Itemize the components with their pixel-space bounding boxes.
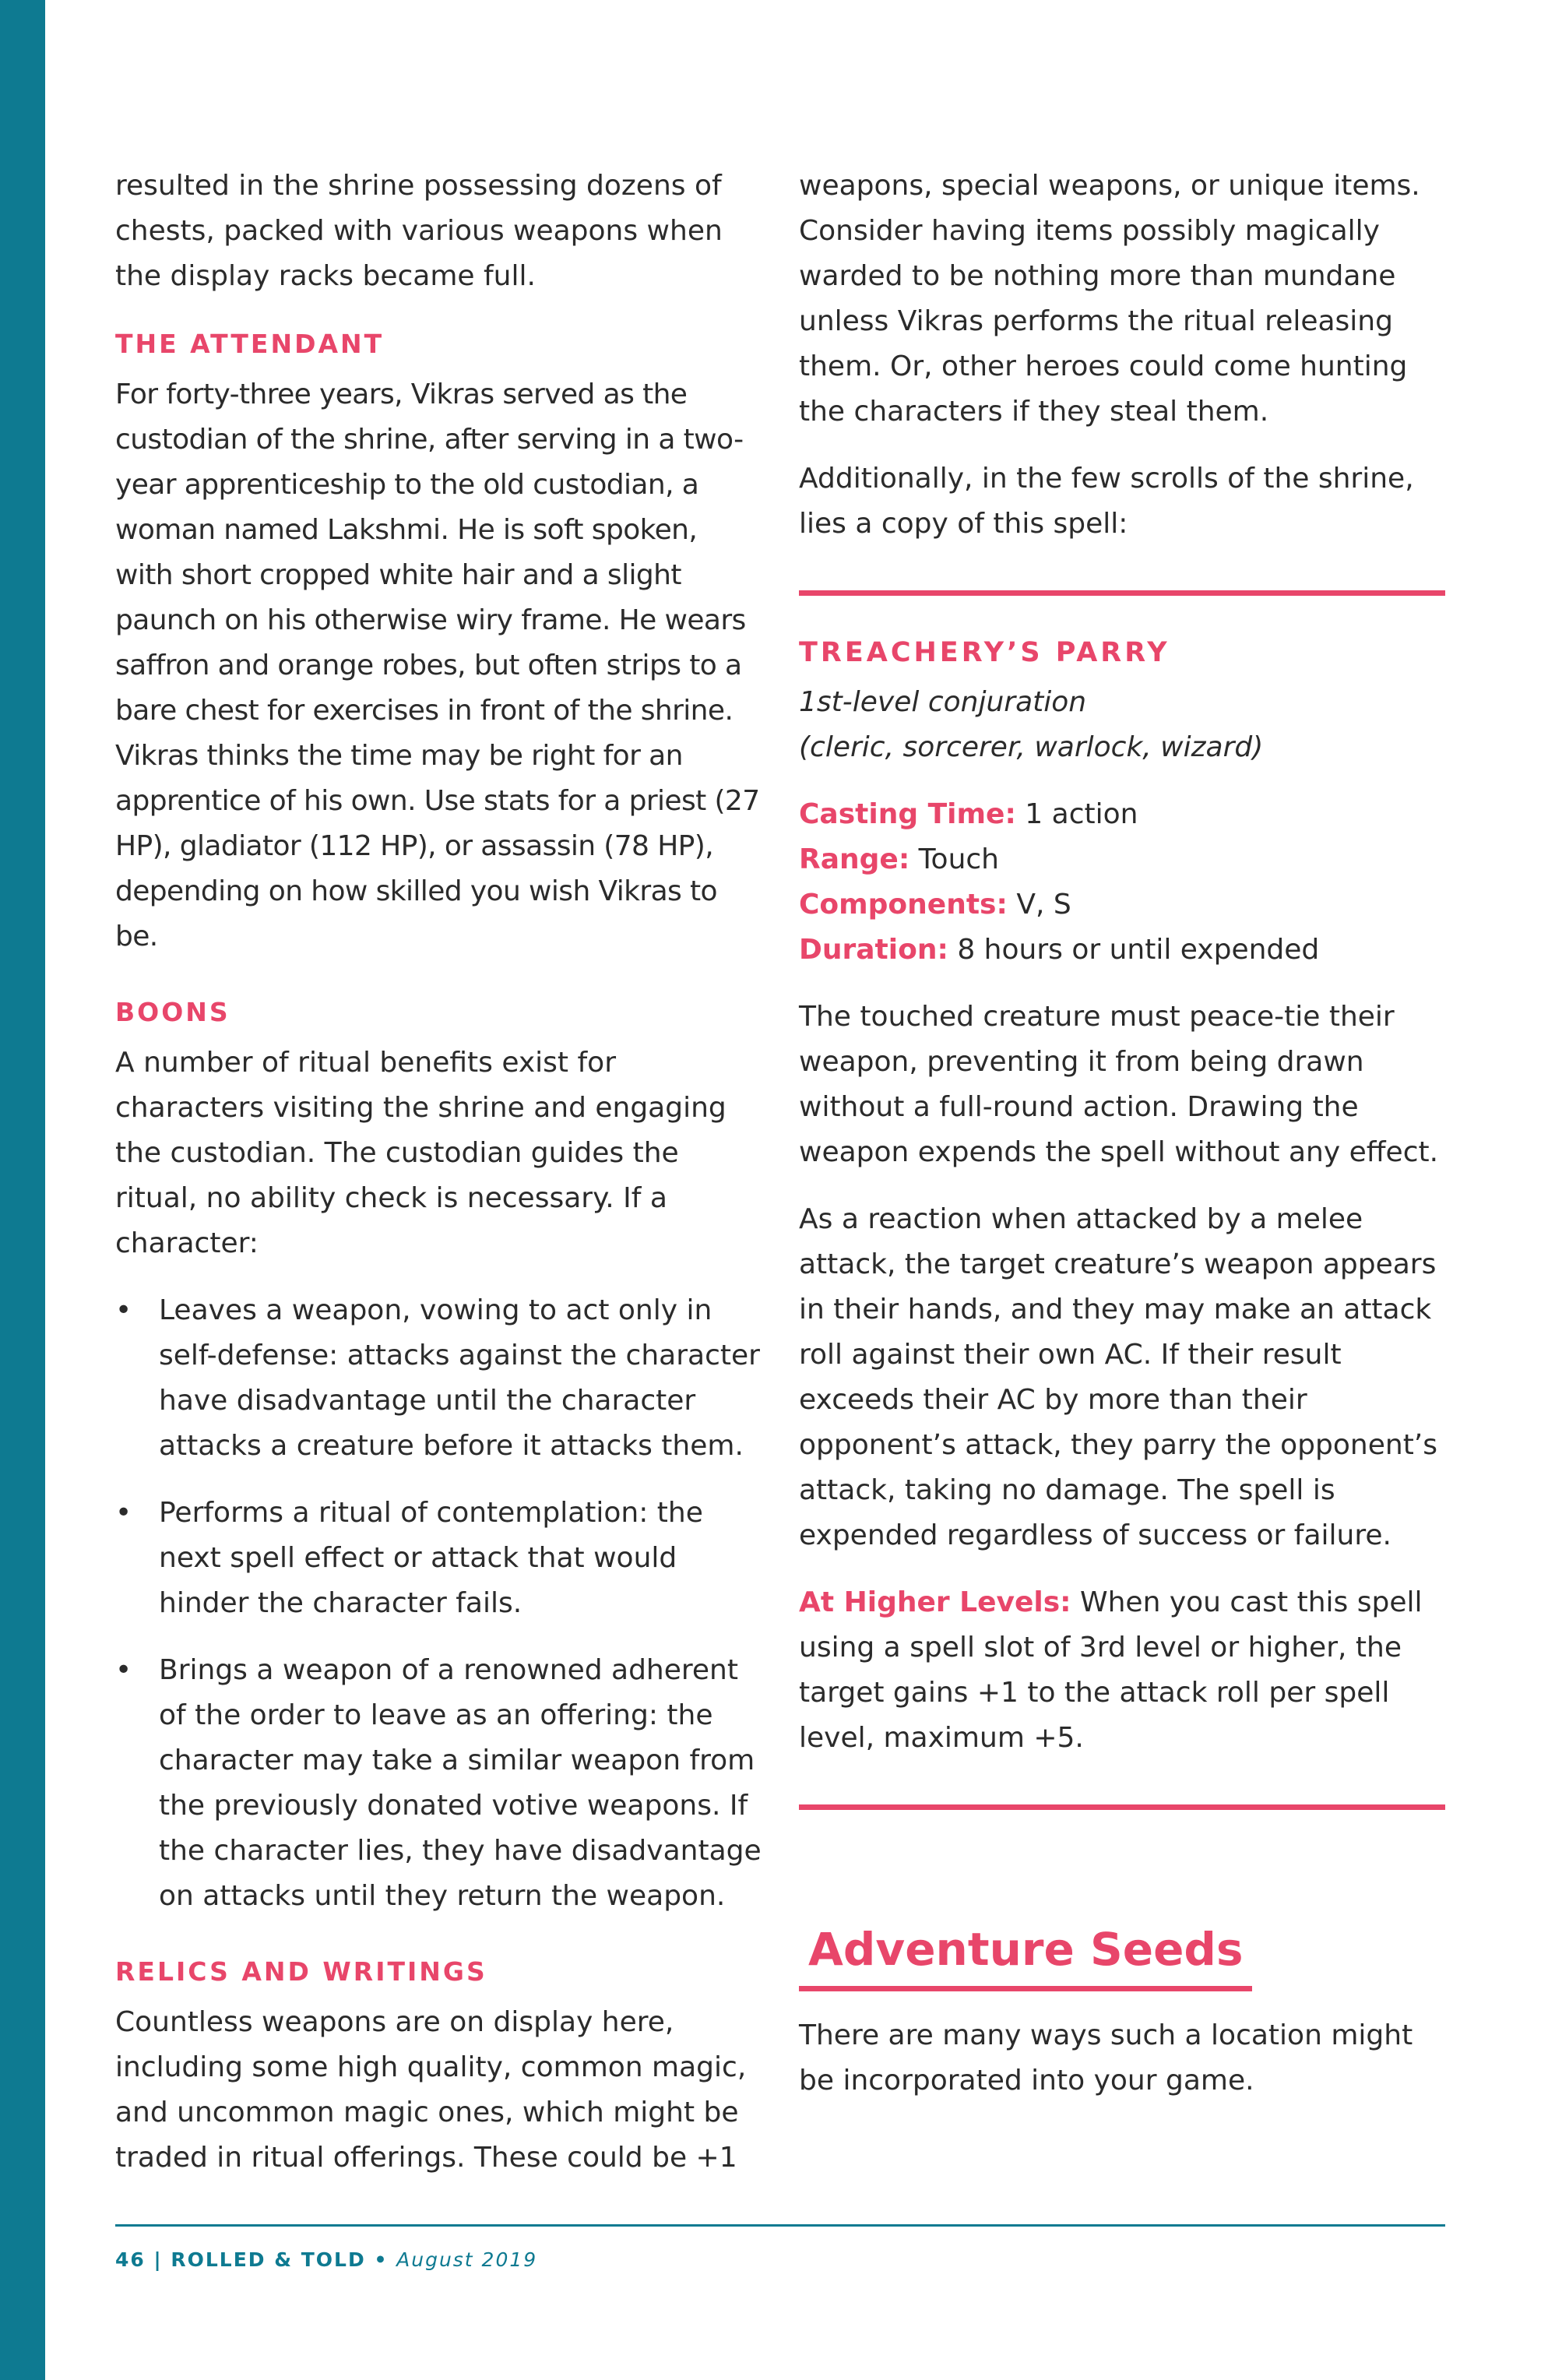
spell-classes: (cleric, sorcerer, warlock, wizard) [799,731,1264,763]
boons-list [115,1288,762,1919]
list-item [115,1491,762,1626]
right-column [799,164,1445,2125]
bullet-icon: • [115,1497,132,1529]
spell-level: 1st-level conjuration [799,686,1087,718]
higher-levels-line [799,1580,1445,1761]
issue-date: August 2019 [396,2248,538,2271]
page-spine-bar [0,0,45,2380]
continued-paragraph: weapons, special weapons, or unique items. Consider having items possibly magically warded to be nothing more than mundane unless Vikras performs the ritual releasing them. Or, other heroes could come hunting the characters if they steal them. [799,170,1420,428]
bullet-icon: • [115,1654,132,1686]
range-line [799,837,1445,882]
casting-time-label: Casting Time: [799,798,1016,830]
attendant-heading: THE ATTENDANT [115,329,385,359]
spell-description-1: The touched creature must peace-tie their weapon, preventing it from being drawn without a full-round action. Drawing the weapon expends the spell without any effect. [799,1001,1439,1168]
footer-rule [115,2224,1445,2227]
attendant-paragraph: For forty-three years, Vikras served as the custodian of the shrine, after serving in a two-year apprenticeship to the old custodian, a woman named Lakshmi. He is soft spoken, with short cropped white hair and a slight paunch on his otherwise wiry frame. He wears saffron and orange robes, but often strips to a bare chest for exercises in front of the shrine. Vikras thinks the time may be right for an apprentice of his own. Use stats for a priest (27 HP), gladiator (112 HP), or assassin (78 HP), depending on how skilled you wish Vikras to be. [115,378,760,952]
higher-levels-text: When you cast this spell using a spell slot of 3rd level or higher, the target gains +1 to the attack roll per spell level, maximum +5. [799,1586,1423,1754]
duration-label: Duration: [799,934,948,966]
page-footer [115,2244,537,2276]
bullet-icon: • [115,1294,132,1326]
spell-block [799,633,1445,1761]
adventure-seeds-heading: Adventure Seeds [799,1919,1252,1991]
spell-top-rule [799,590,1445,596]
range-value: Touch [909,843,1000,875]
footer-separator: | [145,2248,171,2271]
spell-description-2: As a reaction when attacked by a melee attack, the target creature’s weapon appears in their hands, and they may make an attack roll against their own AC. If their result exceeds their AC by more than their opponent’s attack, they parry the opponent’s attack, taking no damage. The spell is expended regardless of success or failure. [799,1203,1438,1551]
casting-time-value: 1 action [1015,798,1138,830]
list-item [115,1648,762,1919]
list-item-text: Leaves a weapon, vowing to act only in self-defense: attacks against the character have disadvantage until the character attacks a creature before it attacks them. [159,1294,760,1462]
spell-bottom-rule [799,1804,1445,1810]
additionally-paragraph: Additionally, in the few scrolls of the shrine, lies a copy of this spell: [799,463,1414,540]
relics-heading: RELICS AND WRITINGS [115,1956,487,1987]
duration-line [799,928,1445,973]
components-value: V, S [1007,889,1071,921]
page-number: 46 [115,2248,146,2271]
intro-paragraph: resulted in the shrine possessing dozens of chests, packed with various weapons when the display racks became full. [115,170,723,292]
duration-value: 8 hours or until expended [948,934,1320,966]
components-line [799,882,1445,928]
casting-time-line [799,792,1445,837]
list-item-text: Brings a weapon of a renowned adherent of the order to leave as an offering: the character may take a similar weapon from the previously donated votive weapons. If the character lies, they have disadvantage on attacks until they return the weapon. [159,1654,762,1912]
components-label: Components: [799,889,1008,921]
higher-levels-label: At Higher Levels: [799,1586,1071,1618]
relics-paragraph: Countless weapons are on display here, including some high quality, common magic, and uncommon magic ones, which might be traded in ritual offerings. These could be +1 [115,2006,747,2174]
left-column [115,164,762,2202]
boons-paragraph: A number of ritual benefits exist for characters visiting the shrine and engaging the custodian. The custodian guides the ritual, no ability check is necessary. If a character: [115,1047,727,1259]
footer-dot: • [365,2248,397,2271]
spell-title: TREACHERY’S PARRY [799,637,1170,668]
magazine-name: ROLLED & TOLD [171,2248,366,2271]
adventure-seeds-paragraph: There are many ways such a location might be incorporated into your game. [799,2019,1413,2097]
range-label: Range: [799,843,910,875]
list-item-text: Performs a ritual of contemplation: the next spell effect or attack that would hinder the character fails. [159,1497,703,1619]
list-item [115,1288,762,1469]
boons-heading: BOONS [115,997,230,1027]
